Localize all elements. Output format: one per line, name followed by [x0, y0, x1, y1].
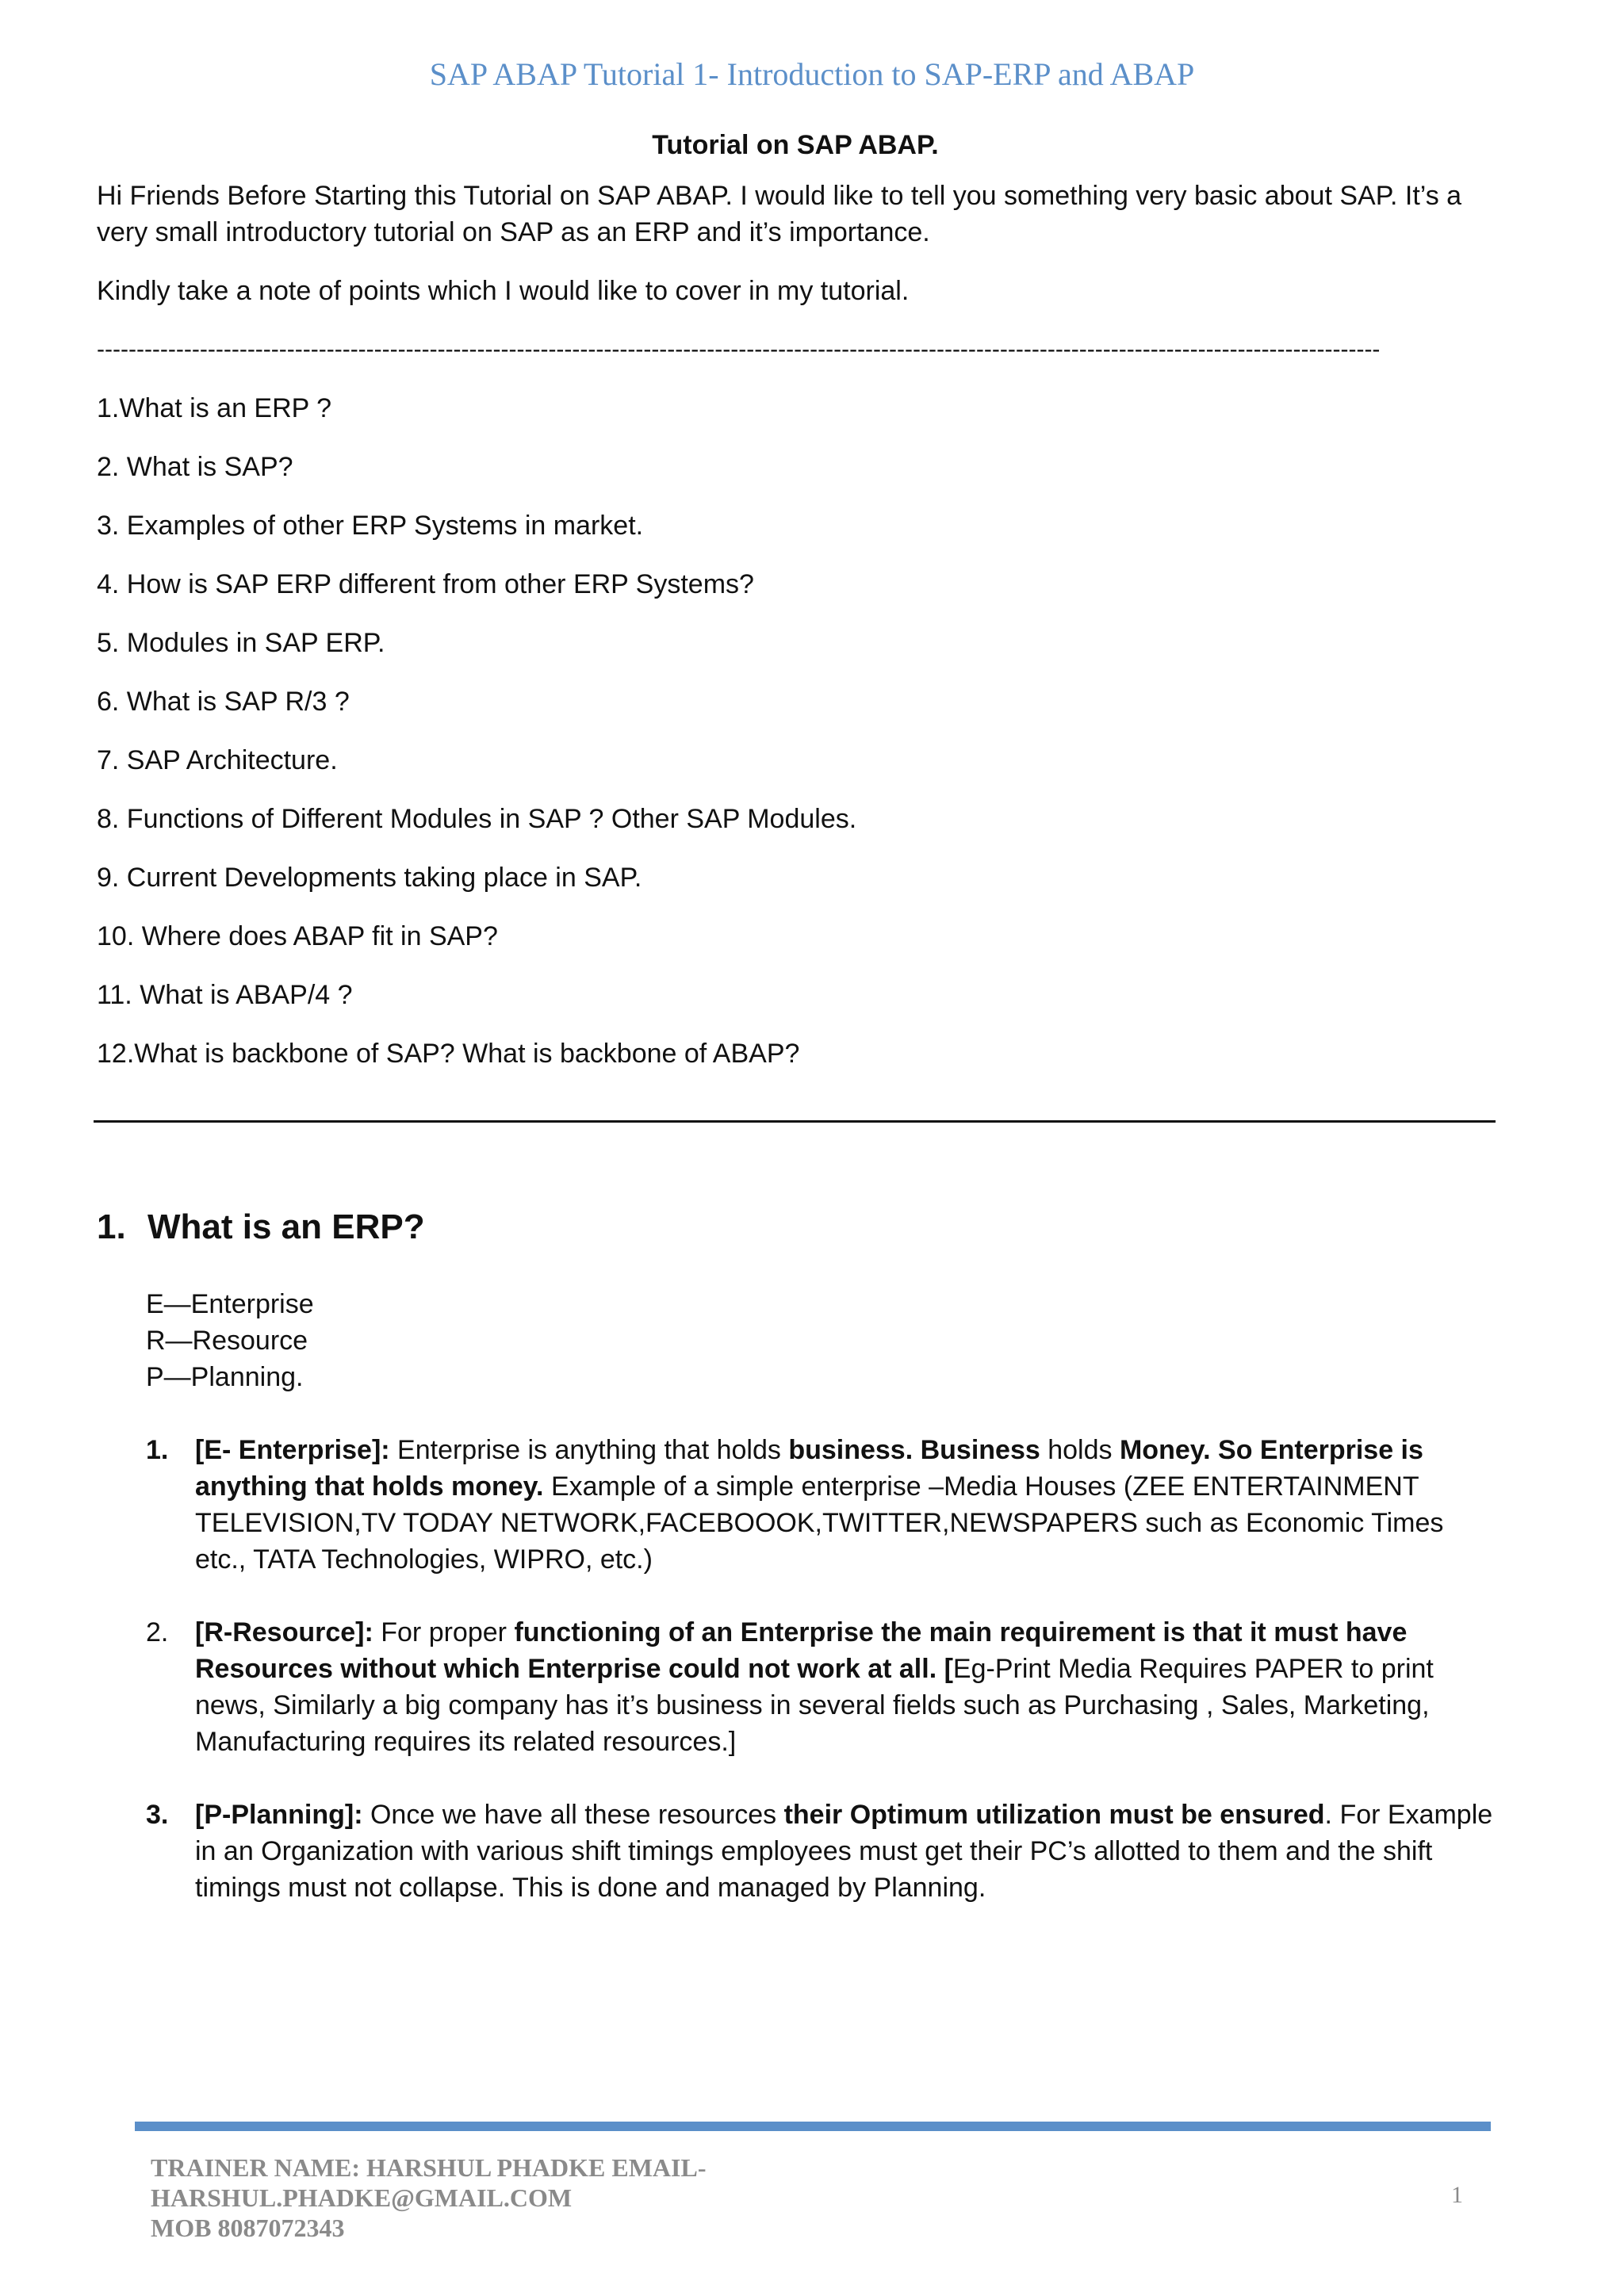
- item-marker: 3.: [146, 1800, 169, 1830]
- toc-item: 3. Examples of other ERP Systems in market.: [97, 511, 644, 541]
- intro-paragraph: Hi Friends Before Starting this Tutorial on SAP ABAP. I would like to tell you something very basic about SAP. It’s a very small introductory tutorial on SAP as an ERP and it’s importance.: [97, 181, 1462, 247]
- toc-item: 1.What is an ERP ?: [97, 393, 332, 423]
- definition-item-enterprise: [146, 1432, 1494, 1578]
- dashed-separator: ------------------------------------------------------------------------------------------------------------------------------------------------------------------: [97, 336, 1381, 362]
- section-number: 1.: [97, 1207, 126, 1246]
- horizontal-rule: [94, 1120, 1496, 1123]
- toc-item: 9. Current Developments taking place in SAP.: [97, 863, 642, 893]
- item-text: . For Example in an Organization with various shift timings employees must get their PC’s allotted to them and the shift timings must not collapse. This is done and managed by Planning.: [195, 1800, 1493, 1903]
- acronym-line: P—Planning.: [146, 1362, 304, 1392]
- document-title: Tutorial on SAP ABAP.: [652, 130, 939, 160]
- item-bold-text: their Optimum utilization must be ensured: [783, 1800, 1325, 1830]
- section-title: What is an ERP?: [147, 1207, 425, 1246]
- footer-phone: MOB 8087072343: [151, 2214, 345, 2242]
- footer-email: HARSHUL.PHADKE@GMAIL.COM: [151, 2183, 573, 2212]
- page-number: 1: [1451, 2182, 1463, 2208]
- toc-item: 4. How is SAP ERP different from other ERP Systems?: [97, 569, 754, 599]
- toc-item: 7. SAP Architecture.: [97, 745, 338, 775]
- footer-trainer-info: [151, 2152, 944, 2243]
- item-bold-text: Money. So Enterprise is anything that holds money.: [195, 1435, 1423, 1502]
- footer-line: TRAINER NAME: HARSHUL PHADKE EMAIL-: [151, 2153, 707, 2182]
- toc-item: 2. What is SAP?: [97, 452, 293, 482]
- item-marker: 2.: [146, 1617, 169, 1647]
- item-label: [P-Planning]:: [195, 1800, 363, 1830]
- acronym-line: E—Enterprise: [146, 1289, 314, 1319]
- acronym-expansion: [146, 1286, 314, 1395]
- item-label: [E- Enterprise]:: [195, 1435, 390, 1465]
- item-label: [R-Resource]:: [195, 1617, 373, 1647]
- acronym-line: R—Resource: [146, 1326, 308, 1356]
- item-bold-text: business. Business: [788, 1435, 1040, 1465]
- item-text: Enterprise is anything that holds: [389, 1435, 789, 1465]
- toc-item: 6. What is SAP R/3 ?: [97, 687, 350, 717]
- item-text: Once we have all these resources: [362, 1800, 784, 1830]
- running-header: SAP ABAP Tutorial 1- Introduction to SAP-ERP and ABAP: [429, 56, 1195, 92]
- definition-item-planning: [146, 1797, 1494, 1906]
- toc-item: 8. Functions of Different Modules in SAP ? Other SAP Modules.: [97, 804, 857, 834]
- item-text: Example of a simple enterprise –Media Houses (ZEE ENTERTAINMENT TELEVISION,TV TODAY NETWORK,FACEBOOOK,TWITTER,NEWSPAPERS such as Economic Times etc., TATA Technologies, WIPRO, etc.): [195, 1471, 1444, 1575]
- item-marker: 1.: [146, 1435, 169, 1465]
- item-text: Eg-Print Media Requires PAPER to print news, Similarly a big company has it’s business in several fields such as Purchasing , Sales, Marketing, Manufacturing requires its related resources.]: [195, 1654, 1434, 1757]
- intro-section: [97, 127, 1494, 1072]
- toc-item: 12.What is backbone of SAP? What is backbone of ABAP?: [97, 1039, 800, 1069]
- section-heading: [97, 1205, 425, 1249]
- toc-item: 11. What is ABAP/4 ?: [97, 980, 353, 1010]
- toc-item: 10. Where does ABAP fit in SAP?: [97, 921, 498, 951]
- item-bold-text: functioning of an Enterprise the main requirement is that it must have Resources without which Enterprise could not work at all. [: [195, 1617, 1408, 1684]
- definition-item-resource: [146, 1614, 1494, 1760]
- definition-list: [146, 1432, 1494, 1942]
- table-of-contents: [97, 390, 1494, 1072]
- footer-accent-bar: [135, 2122, 1491, 2131]
- item-text: For proper: [373, 1617, 515, 1647]
- toc-item: 5. Modules in SAP ERP.: [97, 628, 385, 658]
- item-text: holds: [1040, 1435, 1120, 1465]
- intro-note: Kindly take a note of points which I would like to cover in my tutorial.: [97, 276, 910, 306]
